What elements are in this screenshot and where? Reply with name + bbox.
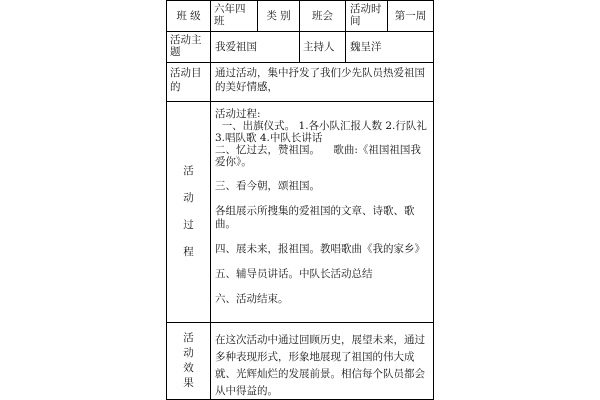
- effect-content: 在这次活动中通过回顾历史，展望未来，通过多种表现形式，形象地展现了祖国的伟大成就、光辉灿烂的发展前景。相信每个队员都会从中得益的。: [215, 334, 425, 397]
- category-value: 班会: [312, 9, 333, 22]
- process-label-char: 程: [183, 246, 194, 258]
- grid-line: [166, 62, 434, 63]
- process-line: 四、展未来，报祖国。教唱歌曲《我的家乡》: [215, 243, 425, 255]
- host-label: 主持人: [303, 40, 335, 53]
- process-line: 六、活动结束。: [215, 293, 289, 305]
- grid-line: [210, 0, 211, 400]
- class-value: 六年四班: [214, 3, 246, 27]
- effect-label: [167, 323, 210, 399]
- process-label-char: 过: [183, 219, 194, 231]
- goal-value: 通过活动，集中抒发了我们少先队员热爱祖国的美好情感，: [215, 67, 425, 93]
- process-line: 三、看今朝，颂祖国。: [215, 180, 320, 192]
- effect-label-char: 果: [183, 377, 194, 389]
- process-line: 五、辅导员讲话。中队长活动总结: [215, 268, 373, 280]
- process-line: 各组展示所搜集的爱祖国的文章、诗歌、歌曲。: [215, 205, 415, 230]
- class-label: 班 级: [176, 9, 201, 22]
- process-line: 活动过程:: [215, 108, 261, 120]
- process-line: 一、出旗仪式。 1.各小队汇报人数 2.行队礼 3.唱队歌 4.中队长讲话: [215, 120, 431, 144]
- activity-record-table: [166, 0, 434, 400]
- category-label: 类 别: [266, 9, 291, 22]
- time-label: 活动时间: [350, 3, 382, 27]
- process-label-char: 动: [183, 192, 194, 204]
- theme-value: 我爱祖国: [215, 40, 257, 53]
- effect-label-char: 活: [183, 332, 194, 344]
- time-value: 第一周: [394, 9, 427, 22]
- grid-line: [433, 0, 434, 400]
- theme-label: 活动主题: [170, 34, 202, 58]
- goal-label: 活动目的: [170, 67, 202, 93]
- process-label-char: 活: [183, 165, 194, 177]
- effect-label-char: 动: [183, 347, 194, 359]
- grid-line: [345, 31, 346, 62]
- process-content: [215, 108, 431, 318]
- host-value: 魏呈洋: [350, 40, 382, 53]
- process-label: [167, 102, 210, 322]
- effect-label-char: 效: [183, 362, 194, 374]
- process-line: 二、忆过去，赞祖国。 歌曲:《祖国祖国我爱你》。: [215, 144, 421, 168]
- grid-line: [345, 0, 346, 31]
